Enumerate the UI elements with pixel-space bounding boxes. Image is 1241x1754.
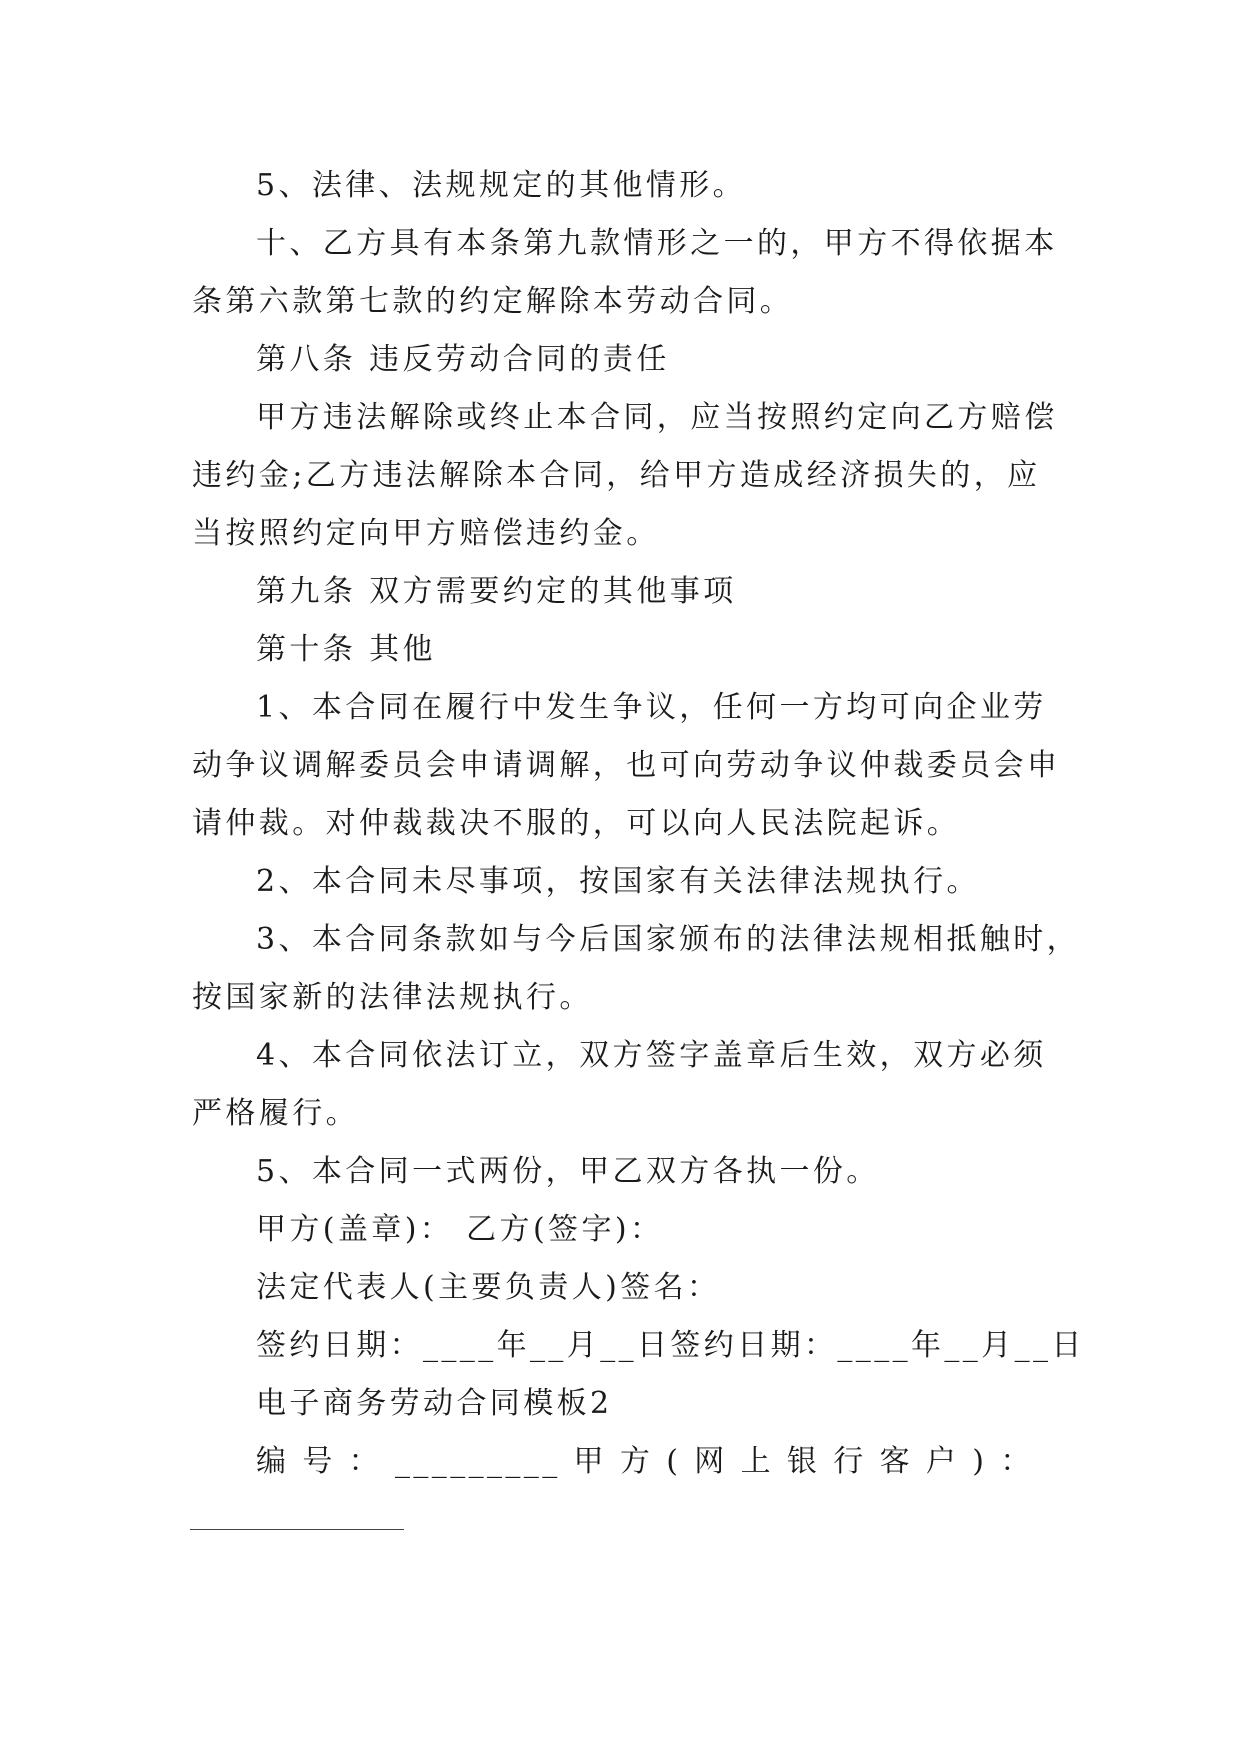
other-item-4-line-2: 严格履行。: [192, 1096, 359, 1131]
legal-representative-signature: 法定代表人(主要负责人)签名：: [256, 1270, 721, 1305]
other-item-3-line-1: 3、本合同条款如与今后国家颁布的法律法规相抵触时，: [256, 922, 1081, 957]
article-nine-heading: 第九条 双方需要约定的其他事项: [256, 574, 737, 609]
clause-ten-line-2: 条第六款第七款的约定解除本劳动合同。: [192, 284, 794, 319]
clause-ten-line-1: 十、乙方具有本条第九款情形之一的，甲方不得依据本: [256, 226, 1058, 261]
other-item-5: 5、本合同一式两份，甲乙双方各执一份。: [256, 1154, 880, 1189]
other-item-4-line-1: 4、本合同依法订立，双方签字盖章后生效，双方必须: [256, 1038, 1047, 1073]
article-ten-heading: 第十条 其他: [256, 632, 436, 667]
signature-parties: 甲方(盖章)： 乙方(签字)：: [256, 1212, 664, 1247]
other-item-1-line-1: 1、本合同在履行中发生争议，任何一方均可向企业劳: [256, 690, 1047, 725]
article-eight-line-1: 甲方违法解除或终止本合同，应当按照约定向乙方赔偿: [256, 400, 1058, 435]
other-item-1-line-3: 请仲裁。对仲裁裁决不服的，可以向人民法院起诉。: [192, 806, 961, 841]
template-2-title: 电子商务劳动合同模板2: [256, 1386, 613, 1421]
article-eight-line-3: 当按照约定向甲方赔偿违约金。: [192, 516, 660, 551]
number-and-party-a: 编 号 ： _________ 甲 方 ( 网 上 银 行 客 户 ) ：: [256, 1444, 1034, 1479]
clause-item-5: 5、法律、法规规定的其他情形。: [256, 168, 747, 203]
article-eight-line-2: 违约金;乙方违法解除本合同，给甲方造成经济损失的，应: [192, 458, 1041, 493]
other-item-2: 2、本合同未尽事项，按国家有关法律法规执行。: [256, 864, 980, 899]
article-eight-heading: 第八条 违反劳动合同的责任: [256, 342, 670, 377]
blank-underline: [190, 1529, 404, 1530]
other-item-1-line-2: 动争议调解委员会申请调解，也可向劳动争议仲裁委员会申: [192, 748, 1061, 783]
signing-dates: 签约日期：____年__月__日签约日期：____年__月__日: [256, 1328, 1085, 1363]
other-item-3-line-2: 按国家新的法律法规执行。: [192, 980, 593, 1015]
